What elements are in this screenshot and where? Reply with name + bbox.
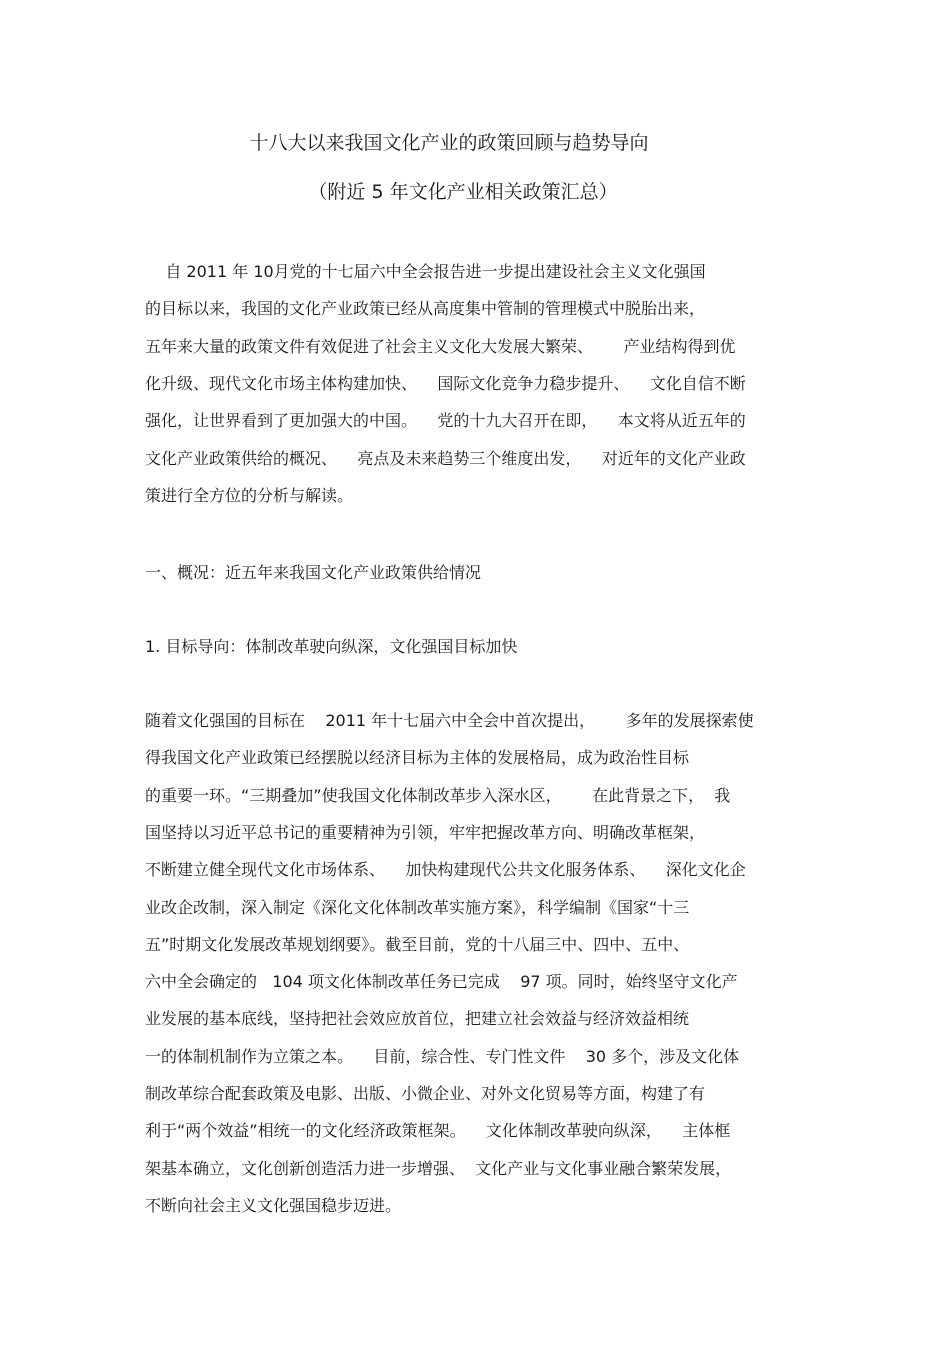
body-line: 的重要一环。“三期叠加”使我国文化体制改革步入深水区， 在此背景之下， 我 <box>145 786 731 805</box>
body-line: 架基本确立，文化创新创造活力进一步增强、 文化产业与文化事业融合繁荣发展， <box>145 1159 732 1178</box>
intro-line: 强化，让世界看到了更加强大的中国。 党的十九大召开在即， 本文将从近五年的 <box>145 411 746 430</box>
intro-line: 自 2011 年 10月党的十七届六中全会报告进一步提出建设社会主义文化强国 <box>145 262 706 281</box>
body-line: 制改革综合配套政策及电影、出版、小微企业、对外文化贸易等方面，构建了有 <box>145 1084 706 1103</box>
intro-line: 五年来大量的政策文件有效促进了社会主义文化大发展大繁荣、 产业结构得到优 <box>145 337 736 356</box>
body-line: 业改企改制，深入制定《深化文化体制改革实施方案》，科学编制《国家“十三 <box>145 898 690 917</box>
section-heading: 一、概况：近五年来我国文化产业政策供给情况 <box>145 563 482 582</box>
body-line: 业发展的基本底线，坚持把社会效应放首位，把建立社会效益与经济效益相统 <box>145 1009 690 1028</box>
document-title: 十八大以来我国文化产业的政策回顾与趋势导向 <box>249 132 649 154</box>
body-line: 得我国文化产业政策已经摆脱以经济目标为主体的发展格局，成为政治性目标 <box>145 748 690 767</box>
intro-line: 化升级、现代文化市场主体构建加快、 国际文化竞争力稳步提升、 文化自信不断 <box>145 374 746 393</box>
intro-line: 策进行全方位的分析与解读。 <box>145 486 354 505</box>
body-line: 五”时期文化发展改革规划纲要》。截至目前，党的十八届三中、四中、五中、 <box>145 935 690 954</box>
body-line: 一的体制机制作为立策之本。 目前，综合性、专门性文件 30 多个，涉及文化体 <box>145 1047 740 1066</box>
intro-line: 文化产业政策供给的概况、 亮点及未来趋势三个维度出发， 对近年的文化产业政 <box>145 449 746 468</box>
subsection-heading: 1. 目标导向：体制改革驶向纵深，文化强国目标加快 <box>145 637 518 656</box>
document-subtitle: （附近 5 年文化产业相关政策汇总） <box>308 181 618 203</box>
body-line: 国坚持以习近平总书记的重要精神为引领，牢牢把握改革方向、明确改革框架， <box>145 823 706 842</box>
body-line: 利于“两个效益”相统一的文化经济政策框架。 文化体制改革驶向纵深， 主体框 <box>145 1121 731 1140</box>
body-line: 随着文化强国的目标在 2011 年十七届六中全会中首次提出， 多年的发展探索使 <box>145 711 754 730</box>
intro-line: 的目标以来，我国的文化产业政策已经从高度集中管制的管理模式中脱胎出来， <box>145 299 706 318</box>
body-line: 六中全会确定的 104 项文化体制改革任务已完成 97 项。同时，始终坚守文化产 <box>145 972 738 991</box>
body-line: 不断向社会主义文化强国稳步迈进。 <box>145 1196 402 1215</box>
body-line: 不断建立健全现代文化市场体系、 加快构建现代公共文化服务体系、 深化文化企 <box>145 860 746 879</box>
